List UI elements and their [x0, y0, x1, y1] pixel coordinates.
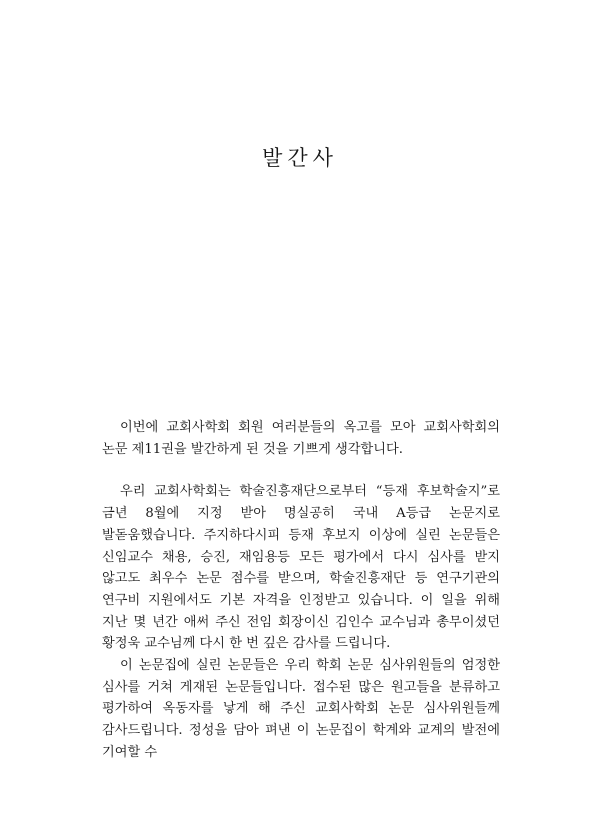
paragraph-review: 이 논문집에 실린 논문들은 우리 학회 논문 심사위원들의 엄정한 심사를 거쳐 게재된 논문들입니다. 접수된 많은 원고들을 분류하고 평가하여 옥동자를 낳게 해 주신 교회사학회 논문 심사위원들께 감사드립니다. 정성을 담아 펴낸 이 논문집이 학계와 교계의 발전에 기여할 수 [102, 658, 500, 760]
paragraph-intro: 이번에 교회사학회 회원 여러분들의 옥고를 모아 교회사학회의 논문 제11권을 발간하게 된 것을 기쁘게 생각합니다. [102, 420, 500, 457]
page-title: 발간사 [262, 146, 338, 170]
paragraph-accreditation: 우리 교회사학회는 학술진흥재단으로부터 “등재 후보학술지”로 금년 8월에 지정 받아 명실공히 국내 A등급 논문지로 발돋움했습니다. 주지하다시피 등재 후보지 이상에 실린 논문들은 신임교수 채용, 승진, 재임용등 모든 평가에서 다시 심사를 받지 않고도 최우수 논문 점수를 받으며, 학술진흥재단 등 연구기관의 연구비 지원에서도 기본 자격을 인정받고 있습니다. 이 일을 위해 지난 몇 년간 애써 주신 전임 회장이신 김인수 교수님과 총무이셨던 황정욱 교수님께 다시 한 번 깊은 감사를 드립니다. [102, 484, 500, 652]
body-text [102, 417, 500, 764]
